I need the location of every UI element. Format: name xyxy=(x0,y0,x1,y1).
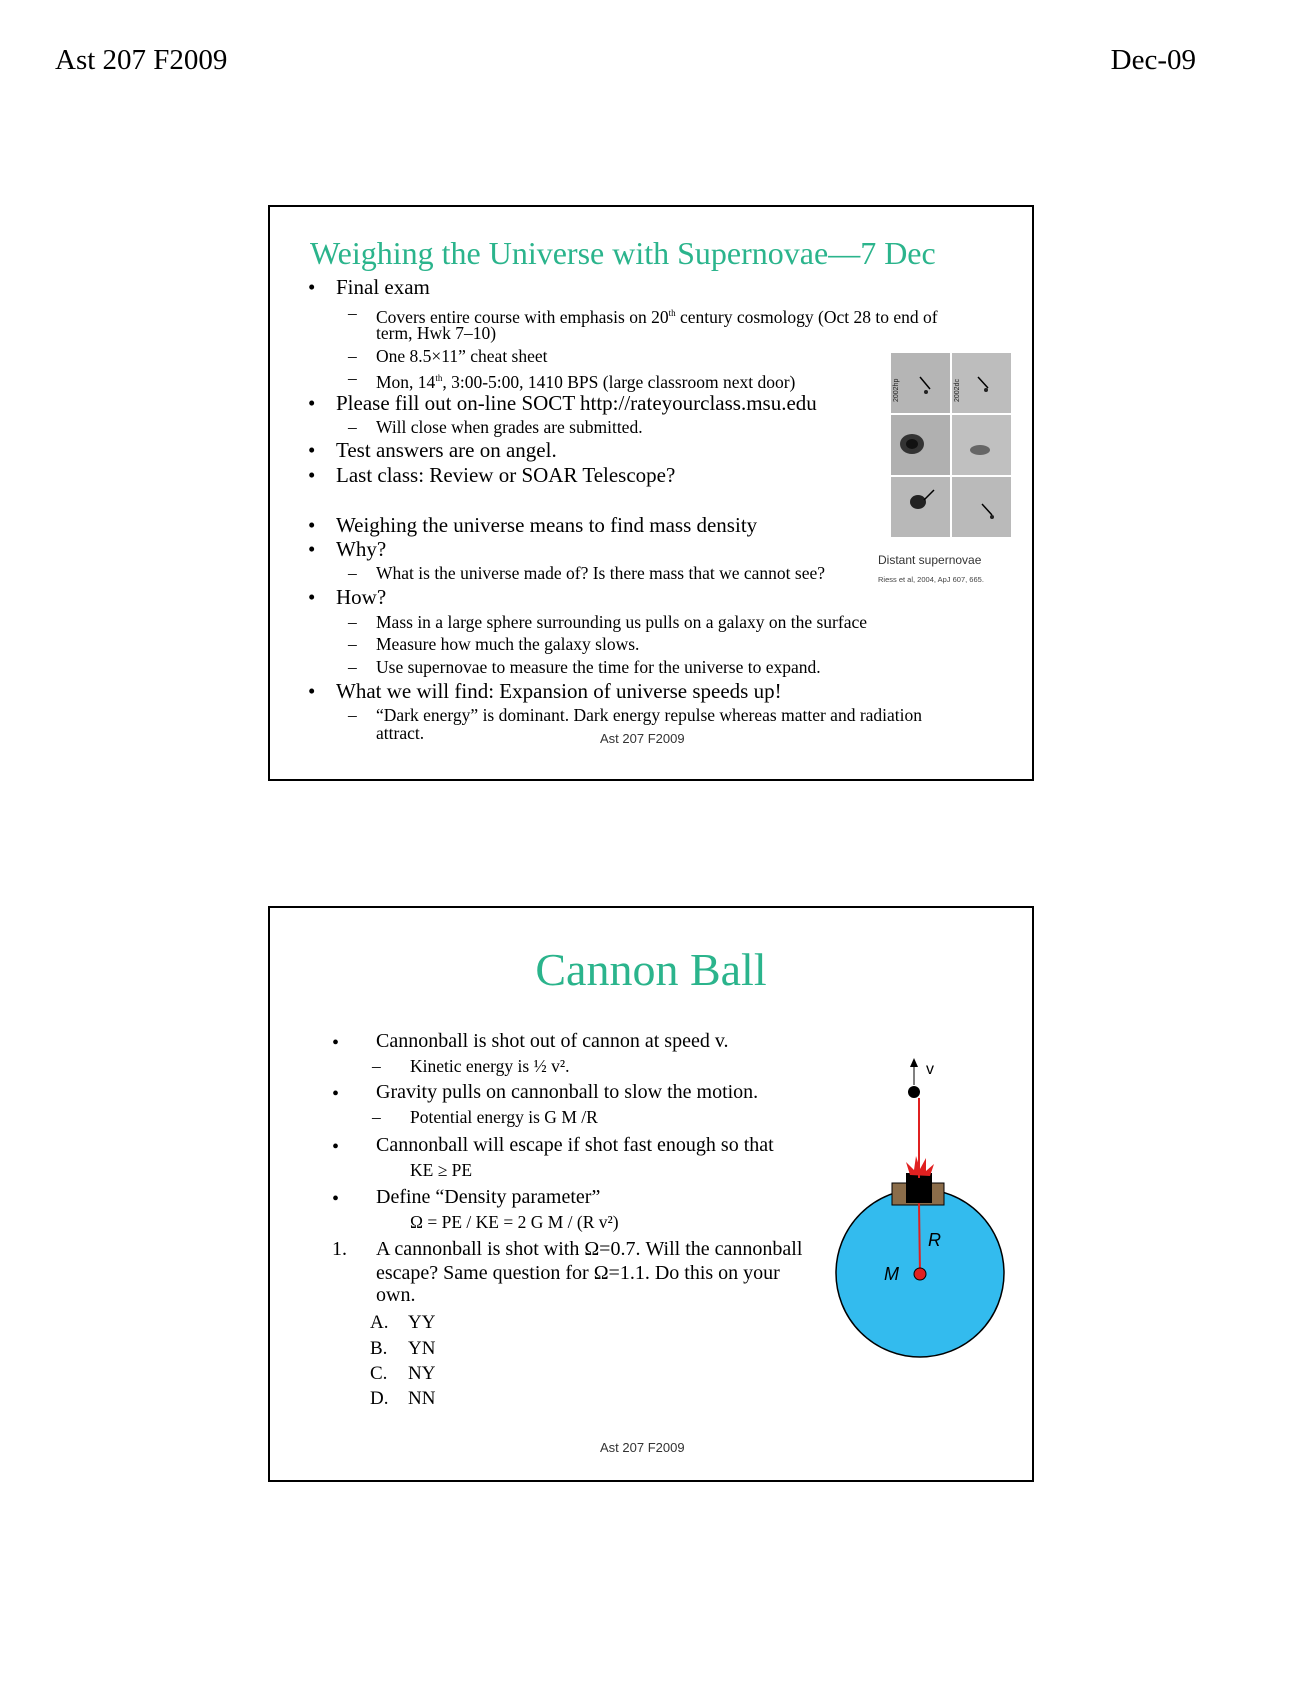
subbullet-kinetic-energy: Kinetic energy is ½ v². xyxy=(410,1056,570,1076)
bullet-marker: • xyxy=(332,1136,340,1158)
question-line-2: escape? Same question for Ω=1.1. Do this on your xyxy=(376,1262,780,1284)
bullet-gravity: Gravity pulls on cannonball to slow the motion. xyxy=(376,1081,759,1103)
cannonball-diagram xyxy=(830,1058,1020,1358)
dash-marker: – xyxy=(372,1056,381,1076)
label-r: R xyxy=(928,1230,941,1250)
figure-caption: Distant supernovae xyxy=(878,553,982,567)
svg-text:2002hp: 2002hp xyxy=(893,378,900,402)
velocity-arrowhead xyxy=(910,1058,918,1067)
page-header-left: Ast 207 F2009 xyxy=(55,44,228,76)
slide-weighing-universe: Weighing the Universe with Supernovae—7 Dec • Final exam – Covers entire course with emphasis on 20th century cosmology (Oct 28 to end of term, Hwk 7–10) – One 8.5×11” cheat sheet – Mon, 14th, 3:00-5:00, 1410 BPS (large classroom next door) • Please fill out on-line SOCT http://rateyourclass.msu.edu – Will close when grades are submitted. • Test answers are on angel. • Last class: Review or SOAR Telescope? • Weighing the universe means to find mass density • Why? – What is the universe made of? Is there mass that we cannot see? • How? – Mass in a large sphere surrounding us pulls on a galaxy on the surface – Measure how much the galaxy slows. – Use supernovae to measure the time for the universe to expand. • What we will find: Expansion of universe speeds up! – “Dark energy” is dominant. Dark energy repulse whereas matter and radiation attract. Ast 207 F2009 2002hp 2002dc Distant supernovae Riess et al, 2004, ApJ 607, 665. xyxy=(268,205,1034,781)
center-mass xyxy=(914,1268,926,1280)
bullet-marker: • xyxy=(332,1188,340,1210)
escape-condition: KE ≥ PE xyxy=(410,1160,473,1180)
label-m: M xyxy=(884,1264,899,1284)
slide-cannon-ball: Cannon Ball • Cannonball is shot out of cannon at speed v. – Kinetic energy is ½ v². • Gravity pulls on cannonball to slow the motion. – Potential energy is G M /R • Cannonball will escape if shot fast enough so that KE ≥ PE • Define “Density parameter” Ω = PE / KE = 2 G M / (R v²) 1. A cannonball is shot with Ω=0.7. Will the cannonball escape? Same question for Ω=1.1. Do this on your own. A. YY B. YN C. NY D. NN Ast 207 F2009 v R M xyxy=(268,906,1034,1482)
question-line-3: own. xyxy=(376,1284,416,1306)
question-number: 1. xyxy=(332,1238,347,1260)
bullet-escape: Cannonball will escape if shot fast enough so that xyxy=(376,1134,774,1156)
slide-footer: Ast 207 F2009 xyxy=(600,731,685,746)
dash-marker: – xyxy=(372,1107,381,1127)
subbullet-potential-energy: Potential energy is G M /R xyxy=(410,1107,598,1127)
question-line-1: A cannonball is shot with Ω=0.7. Will the cannonball xyxy=(376,1238,803,1260)
figure-reference: Riess et al, 2004, ApJ 607, 665. xyxy=(878,575,984,584)
supernovae-image xyxy=(890,352,1012,538)
slide-title: Weighing the Universe with Supernovae—7 Dec xyxy=(310,235,936,271)
cannonball xyxy=(908,1086,920,1098)
density-formula: Ω = PE / KE = 2 G M / (R v²) xyxy=(410,1212,619,1232)
page-header-date: Dec-09 xyxy=(1110,44,1196,76)
slide-footer: Ast 207 F2009 xyxy=(600,1440,685,1455)
svg-text:2002dc: 2002dc xyxy=(954,379,961,402)
bullet-marker: • xyxy=(332,1032,340,1054)
label-v: v xyxy=(926,1061,934,1078)
bullet-marker: • xyxy=(332,1083,340,1105)
bullet-cannonball-shot: Cannonball is shot out of cannon at speed v. xyxy=(376,1030,729,1052)
bullet-density-parameter: Define “Density parameter” xyxy=(376,1186,601,1208)
slide-title: Cannon Ball xyxy=(535,944,767,995)
radius-line xyxy=(919,1203,920,1274)
